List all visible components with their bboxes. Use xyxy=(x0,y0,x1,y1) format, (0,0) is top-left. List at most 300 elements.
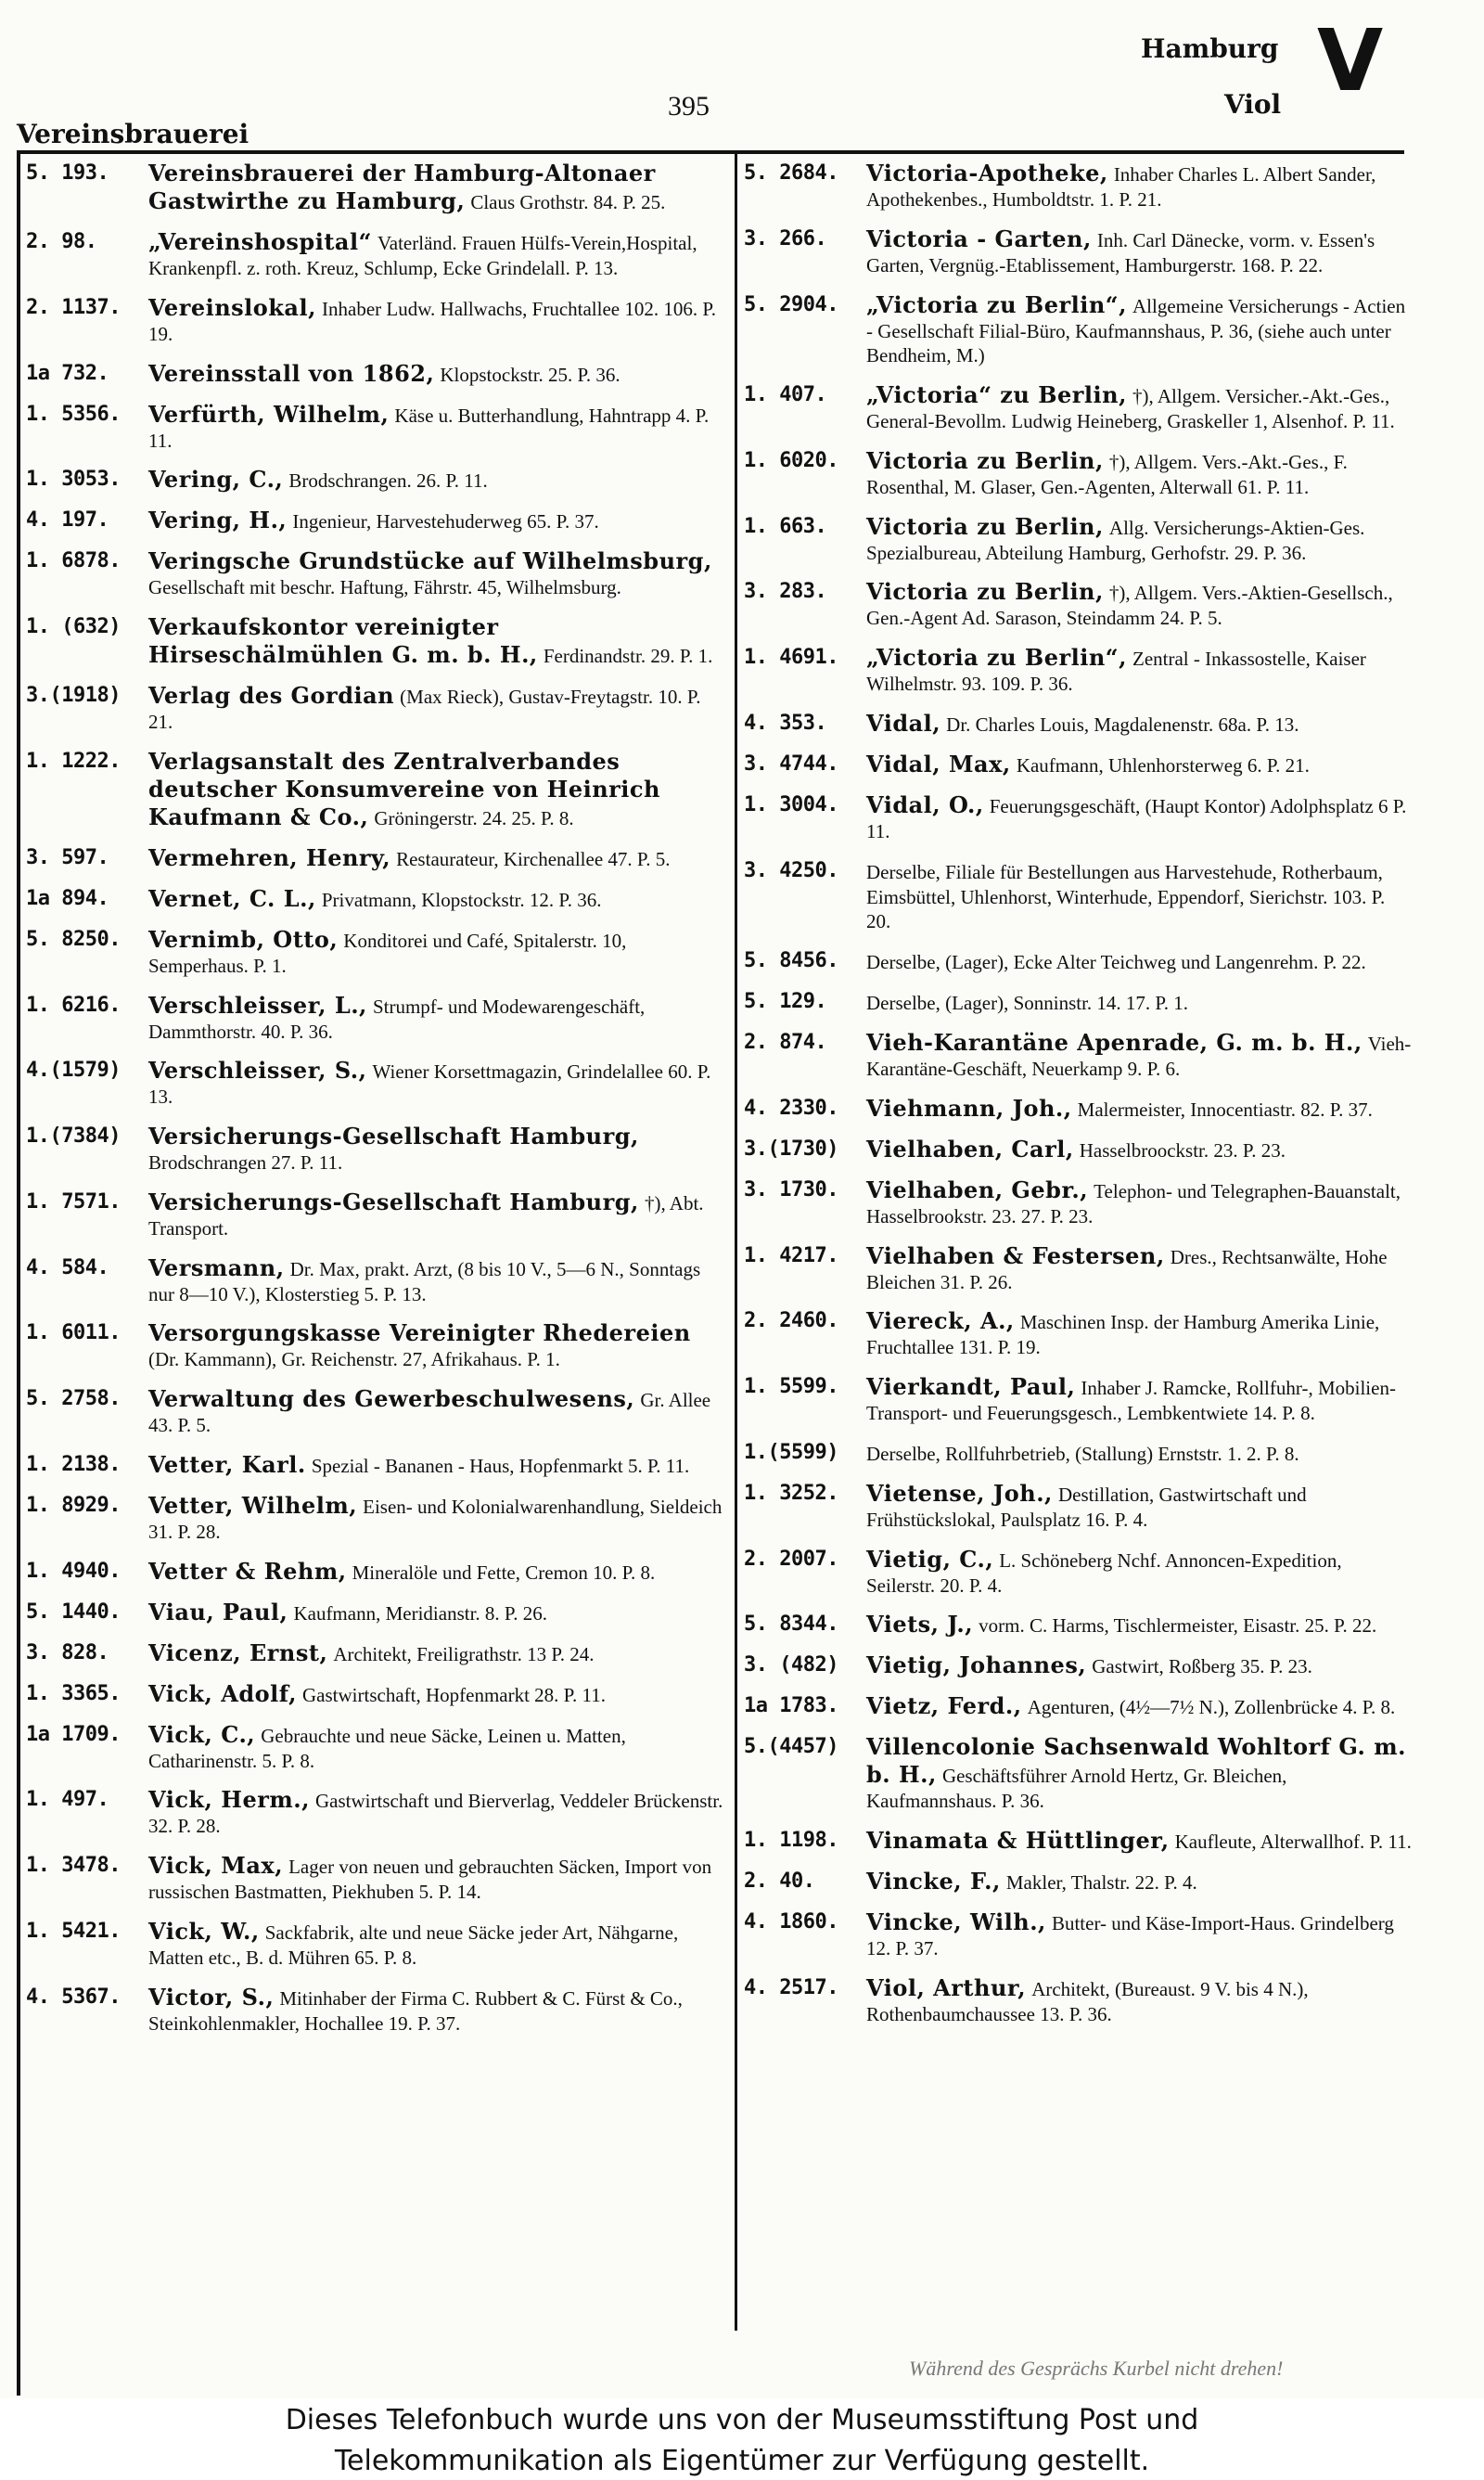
entry-name: Vincke, F., xyxy=(866,1868,1001,1895)
entry-name: Versicherungs-Gesellschaft Hamburg, xyxy=(148,1188,639,1215)
entry-text xyxy=(866,1029,1412,1082)
phone-number: 4. 584. xyxy=(26,1255,109,1279)
entry-name: Verlag des Gordian xyxy=(148,682,395,709)
entry-name: Verkaufskontor vereinigter Hirseschälmühlen G. m. b. H., xyxy=(148,613,538,668)
entry-name: Vick, Adolf, xyxy=(148,1679,297,1707)
phone-number: 1.(5599) xyxy=(744,1440,838,1464)
entry-name: „Victoria zu Berlin“, xyxy=(866,290,1127,318)
directory-entry xyxy=(26,1492,723,1545)
entry-text xyxy=(866,988,1412,1016)
directory-entry xyxy=(26,1319,723,1372)
entry-details: Mitinhaber der Firma C. Rubbert & C. Fürst & Co., Steinkohlenmakler, Hochallee 19. P. 37. xyxy=(148,1986,683,2035)
entry-text xyxy=(866,857,1412,935)
entry-text xyxy=(866,710,1412,738)
entry-text xyxy=(866,291,1412,369)
entry-details: Derselbe, Rollfuhrbetrieb, (Stallung) Ernststr. 1. 2. P. 8. xyxy=(866,1442,1299,1465)
entry-text xyxy=(148,613,723,669)
entry-details: Hasselbroockstr. 23. P. 23. xyxy=(1079,1138,1286,1162)
phone-number: 1. 1198. xyxy=(744,1829,838,1852)
entry-details: Destillation, Gastwirtschaft und Frühstückslokal, Paulsplatz 16. P. 4. xyxy=(866,1483,1307,1531)
directory-entry xyxy=(744,1974,1412,2027)
entry-name: Vietense, Joh., xyxy=(866,1479,1053,1507)
phone-number: 3. 1730. xyxy=(744,1177,838,1201)
entry-details: Claus Grothstr. 84. P. 25. xyxy=(470,191,666,213)
entry-text xyxy=(866,513,1412,566)
entry-text xyxy=(148,294,723,347)
entry-name: Victor, S., xyxy=(148,1983,275,2011)
phone-number: 4. 2330. xyxy=(744,1096,838,1120)
directory-entry xyxy=(26,1721,723,1774)
directory-entry xyxy=(744,988,1412,1016)
phone-number: 4. 197. xyxy=(26,508,109,533)
entry-details: Vieh-Karantäne-Geschäft, Neuerkamp 9. P. 6. xyxy=(866,1033,1412,1080)
entry-details: Dres., Rechtsanwälte, Hohe Bleichen 31. P. 26. xyxy=(866,1245,1388,1293)
entry-text xyxy=(148,466,723,494)
entry-details: Restaurateur, Kirchenallee 47. P. 5. xyxy=(396,847,671,870)
directory-entry xyxy=(744,1307,1412,1360)
entry-name: Vidal, O., xyxy=(866,790,984,818)
entry-text xyxy=(866,1692,1412,1720)
entry-text xyxy=(148,748,723,831)
phone-number: 1a 732. xyxy=(26,361,109,385)
directory-entry xyxy=(26,228,723,281)
entry-name: Vernet, C. L., xyxy=(148,884,316,912)
directory-entry xyxy=(744,1136,1412,1163)
directory-entry xyxy=(26,466,723,494)
entry-details: Kaufleute, Alterwallhof. P. 11. xyxy=(1174,1831,1412,1853)
entry-text xyxy=(148,1319,723,1372)
column-divider xyxy=(735,150,737,2331)
entry-details: Derselbe, (Lager), Sonninstr. 14. 17. P. 1. xyxy=(866,992,1189,1014)
entry-text xyxy=(866,1546,1412,1599)
directory-entry xyxy=(26,885,723,913)
phone-number: 4. 1860. xyxy=(744,1910,838,1934)
entry-text xyxy=(866,160,1412,212)
phone-number: 3.(1918) xyxy=(26,684,121,707)
directory-entry xyxy=(26,1639,723,1667)
entry-text xyxy=(866,791,1412,844)
entry-text xyxy=(866,225,1412,278)
entry-name: Veringsche Grundstücke auf Wilhelmsburg, xyxy=(148,547,712,575)
phone-number: 1. 4691. xyxy=(744,646,838,669)
entry-details: Spezial - Bananen - Haus, Hopfenmarkt 5. P. 11. xyxy=(311,1454,690,1477)
phone-number: 1.(7384) xyxy=(26,1124,121,1148)
entry-details: Klopstockstr. 25. P. 36. xyxy=(440,363,620,386)
directory-entry xyxy=(744,225,1412,278)
phone-number: 4. 5367. xyxy=(26,1985,121,2009)
directory-entry xyxy=(744,1827,1412,1855)
directory-entry xyxy=(744,1439,1412,1467)
entry-name: Vielhaben, Gebr., xyxy=(866,1176,1089,1203)
phone-number: 5. 2758. xyxy=(26,1387,121,1410)
entry-name: Viereck, A., xyxy=(866,1307,1015,1335)
entry-text xyxy=(866,1733,1412,1814)
phone-number: 1. 6020. xyxy=(744,448,838,472)
entry-name: Versmann, xyxy=(148,1253,285,1281)
entry-text xyxy=(148,885,723,913)
entry-text xyxy=(148,1721,723,1774)
phone-number: 5. 2684. xyxy=(744,161,838,185)
entry-text xyxy=(148,682,723,735)
phone-number: 2. 98. xyxy=(26,230,97,253)
phone-number: 1a 1783. xyxy=(744,1694,838,1718)
entry-text xyxy=(866,1827,1412,1855)
directory-entry xyxy=(26,1451,723,1479)
entry-details: L. Schöneberg Nchf. Annoncen-Expedition, Seilerstr. 20. P. 4. xyxy=(866,1548,1342,1597)
phone-number: 5.(4457) xyxy=(744,1735,838,1759)
entry-name: Versorgungskasse Vereinigter Rhedereien xyxy=(148,1319,691,1347)
entry-name: Vietig, Johannes, xyxy=(866,1651,1087,1679)
entry-details: Gastwirt, Roßberg 35. P. 23. xyxy=(1092,1655,1312,1678)
directory-entry xyxy=(26,507,723,534)
entry-name: Vierkandt, Paul, xyxy=(866,1373,1076,1400)
entry-name: Vering, C., xyxy=(148,466,284,494)
entry-details: Kaufmann, Uhlenhorsterweg 6. P. 21. xyxy=(1016,753,1310,777)
directory-entry xyxy=(744,160,1412,212)
phone-number: 3. 4250. xyxy=(744,858,838,882)
entry-text xyxy=(148,1057,723,1110)
entry-name: Verwaltung des Gewerbeschulwesens, xyxy=(148,1385,635,1412)
entry-details: Ferdinandstr. 29. P. 1. xyxy=(543,645,713,667)
entry-name: Vick, Herm., xyxy=(148,1786,310,1814)
phone-number: 1. 8929. xyxy=(26,1493,121,1517)
entry-text xyxy=(866,1974,1412,2027)
directory-entry xyxy=(744,291,1412,369)
phone-number: 4.(1579) xyxy=(26,1059,121,1083)
directory-entry xyxy=(26,1558,723,1586)
directory-entry xyxy=(744,644,1412,697)
entry-details: Privatmann, Klopstockstr. 12. P. 36. xyxy=(321,888,602,911)
phone-number: 1. 6011. xyxy=(26,1321,121,1345)
directory-entry xyxy=(26,682,723,735)
entry-details: Geschäftsführer Arnold Hertz, Gr. Bleichen, Kaufmannshaus. P. 36. xyxy=(866,1765,1287,1813)
phone-number: 3. (482) xyxy=(744,1653,838,1677)
entry-text xyxy=(148,1680,723,1708)
entry-details: (Max Rieck), Gustav-Freytagstr. 10. P. 21. xyxy=(148,686,701,733)
entry-details: Derselbe, Filiale für Bestellungen aus Harvestehude, Rotherbaum, Eimsbüttel, Uhlenhorst, Winterhude, Eppendorf, Sierichstr. 103. P. 20. xyxy=(866,860,1386,933)
entry-text xyxy=(148,1599,723,1626)
entry-details: Inhaber J. Ramcke, Rollfuhr-, Mobilien- Transport- und Feuerungsgesch., Lembkentwiete 14. P. 8. xyxy=(866,1377,1396,1424)
directory-entry xyxy=(744,1546,1412,1599)
phone-number: 1. 1222. xyxy=(26,749,121,773)
entry-text xyxy=(866,1176,1412,1229)
phone-number: 2. 2007. xyxy=(744,1547,838,1571)
entry-details: Gastwirtschaft, Hopfenmarkt 28. P. 11. xyxy=(302,1683,606,1706)
entry-name: Vermehren, Henry, xyxy=(148,843,391,871)
entry-name: Viol, Arthur, xyxy=(866,1973,1027,2001)
entry-text xyxy=(866,1480,1412,1533)
entry-details: Inhaber Charles L. Albert Sander, Apothekenbes., Humboldtstr. 1. P. 21. xyxy=(866,163,1376,211)
entry-name: Viets, J., xyxy=(866,1611,974,1638)
directory-entry xyxy=(26,1852,723,1905)
directory-entry xyxy=(26,992,723,1045)
bottom-notice: Während des Gesprächs Kurbel nicht drehen! xyxy=(909,2357,1284,2380)
entry-name: Vincke, Wilh., xyxy=(866,1908,1046,1935)
entry-name: „Victoria zu Berlin“, xyxy=(866,644,1127,671)
entry-details: Allgemeine Versicherungs - Actien - Gesellschaft Filial-Büro, Kaufmannshaus, P. 36, (siehe auch unter Bendheim, M.) xyxy=(866,294,1406,367)
entry-details: Lager von neuen und gebrauchten Säcken, Import von russischen Bastmatten, Piekhuben 5. P. 14. xyxy=(148,1856,712,1903)
entry-details: Eisen- und Kolonialwarenhandlung, Sieldeich 31. P. 28. xyxy=(148,1495,723,1543)
entry-text xyxy=(866,1307,1412,1360)
entry-text xyxy=(148,507,723,534)
entry-name: Vidal, Max, xyxy=(866,750,1011,777)
phone-number: 1. 4217. xyxy=(744,1243,838,1267)
directory-entry xyxy=(744,1373,1412,1426)
directory-entry xyxy=(744,447,1412,500)
directory-entry xyxy=(26,1680,723,1708)
directory-entry xyxy=(744,857,1412,935)
entry-text xyxy=(866,644,1412,697)
entry-details: Derselbe, (Lager), Ecke Alter Teichweg und Langenrehm. P. 22. xyxy=(866,951,1366,973)
phone-number: 5. 1440. xyxy=(26,1600,121,1624)
entry-text xyxy=(866,1651,1412,1679)
phone-number: 2. 874. xyxy=(744,1031,827,1054)
directory-entry xyxy=(26,1189,723,1241)
phone-number: 1. 663. xyxy=(744,514,827,538)
entry-text xyxy=(866,1373,1412,1426)
entry-text xyxy=(148,926,723,979)
entry-name: Vielhaben & Festersen, xyxy=(866,1241,1165,1269)
phone-number: 4. 2517. xyxy=(744,1975,838,1999)
entry-name: Verschleisser, L., xyxy=(148,991,367,1019)
entry-name: Vereinsbrauerei der Hamburg-Altonaer Gastwirthe zu Hamburg, xyxy=(148,160,656,214)
entry-text xyxy=(148,1984,723,2037)
entry-details: Dr. Max, prakt. Arzt, (8 bis 10 V., 5—6 N., Sonntags nur 8—10 V.), Klosterstieg 5. P. 13. xyxy=(148,1257,701,1305)
directory-entry xyxy=(744,1029,1412,1082)
phone-number: 1. 7571. xyxy=(26,1189,121,1214)
phone-number: 4. 353. xyxy=(744,711,827,735)
phone-number: 5. 8250. xyxy=(26,927,121,951)
directory-entry xyxy=(744,1733,1412,1814)
entry-name: Vering, H., xyxy=(148,507,288,534)
directory-entry xyxy=(744,578,1412,631)
phone-number: 5. 193. xyxy=(26,161,109,185)
entry-text xyxy=(866,1868,1412,1895)
footer-line-1: Dieses Telefonbuch wurde uns von der Museumsstiftung Post und xyxy=(285,2404,1199,2436)
entry-text xyxy=(866,751,1412,778)
entry-text xyxy=(148,360,723,388)
entry-text xyxy=(148,992,723,1045)
phone-number: 5. 8344. xyxy=(744,1613,838,1637)
directory-entry xyxy=(744,1651,1412,1679)
phone-number: 3. 828. xyxy=(26,1640,109,1664)
entry-details: Telephon- und Telegraphen-Bauanstalt, Hasselbrookstr. 23. 27. P. 23. xyxy=(866,1179,1401,1227)
entry-details: Zentral - Inkassostelle, Kaiser Wilhelmstr. 93. 109. P. 36. xyxy=(866,648,1366,695)
directory-entry xyxy=(744,1095,1412,1123)
entry-text xyxy=(148,401,723,454)
phone-number: 1. 2138. xyxy=(26,1452,121,1476)
directory-entry xyxy=(26,1123,723,1176)
entry-details: Allg. Versicherungs-Aktien-Ges. Spezialbureau, Abteilung Hamburg, Gerhofstr. 29. P. 36. xyxy=(866,516,1365,564)
entry-text xyxy=(866,381,1412,434)
phone-number: 1. 407. xyxy=(744,383,827,406)
entry-details: Gastwirtschaft und Bierverlag, Veddeler Brückenstr. 32. P. 28. xyxy=(148,1790,723,1838)
directory-entry xyxy=(26,1599,723,1626)
entry-details: Agenturen, (4½—7½ N.), Zollenbrücke 4. P. 8. xyxy=(1027,1696,1396,1719)
phone-number: 3. 283. xyxy=(744,580,827,604)
entry-details: Architekt, (Bureaust. 9 V. bis 4 N.), Rothenbaumchaussee 13. P. 36. xyxy=(866,1977,1309,2025)
header-range-start: Vereinsbrauerei xyxy=(17,119,249,149)
directory-entry xyxy=(26,1057,723,1110)
entry-text xyxy=(148,547,723,600)
entry-name: Vetter & Rehm, xyxy=(148,1557,347,1585)
phone-number: 2. 40. xyxy=(744,1870,815,1893)
entry-name: Verlagsanstalt des Zentralverbandes deutscher Konsumvereine von Heinrich Kaufmann & Co., xyxy=(148,747,660,830)
entry-details: Inhaber Ludw. Hallwachs, Fruchtallee 102. 106. P. 19. xyxy=(148,297,716,345)
entry-name: „Victoria“ zu Berlin, xyxy=(866,381,1127,408)
entry-text xyxy=(148,1254,723,1307)
entry-details: (Dr. Kammann), Gr. Reichenstr. 27, Afrikahaus. P. 1. xyxy=(148,1348,560,1371)
entry-name: Vick, C., xyxy=(148,1720,256,1748)
phone-number: 3. 266. xyxy=(744,226,827,251)
entry-name: Vereinslokal, xyxy=(148,293,316,321)
directory-entry xyxy=(744,1908,1412,1961)
phone-number: 1. 3053. xyxy=(26,468,121,492)
entry-name: Victoria zu Berlin, xyxy=(866,578,1104,606)
entry-name: Vielhaben, Carl, xyxy=(866,1135,1074,1163)
directory-entry xyxy=(26,926,723,979)
entry-details: Makler, Thalstr. 22. P. 4. xyxy=(1005,1871,1197,1894)
entry-details: †), Allgem. Vers.-Akt.-Ges., F. Rosenthal, M. Glaser, Gen.-Agenten, Alterwall 61. P. 11. xyxy=(866,450,1348,498)
entry-details: †), Allgem. Versicher.-Akt.-Ges., General-Bevollm. Ludwig Heineberg, Graskeller 1, Alsenhof. P. 11. xyxy=(866,385,1395,432)
entry-text xyxy=(866,1136,1412,1163)
entry-name: Vetter, Karl. xyxy=(148,1450,306,1478)
phone-number: 2. 1137. xyxy=(26,295,121,319)
directory-entry xyxy=(744,1611,1412,1638)
entry-text xyxy=(148,1918,723,1971)
entry-text xyxy=(866,1611,1412,1638)
entry-details: Sackfabrik, alte und neue Säcke jeder Art, Nähgarne, Matten etc., B. d. Mühren 65. P. 8. xyxy=(148,1921,679,1969)
phone-number: 1. 6878. xyxy=(26,549,121,573)
entry-details: Brodschrangen. 26. P. 11. xyxy=(288,469,488,493)
entry-details: Gebrauchte und neue Säcke, Leinen u. Matten, Catharinenstr. 5. P. 8. xyxy=(148,1724,626,1772)
phone-number: 1. 3478. xyxy=(26,1854,121,1877)
directory-entry xyxy=(26,547,723,600)
entry-name: „Vereinshospital“ xyxy=(148,228,372,255)
entry-name: Viau, Paul, xyxy=(148,1598,288,1625)
entry-details: Architekt, Freiligrathstr. 13 P. 24. xyxy=(333,1642,595,1665)
entry-text xyxy=(148,1558,723,1586)
page-number: 395 xyxy=(668,91,710,122)
entry-name: Victoria-Apotheke, xyxy=(866,160,1108,186)
entry-text xyxy=(148,1786,723,1839)
directory-entry xyxy=(744,1692,1412,1720)
entry-details: Ingenieur, Harvestehuderweg 65. P. 37. xyxy=(292,510,599,533)
entry-text xyxy=(866,1439,1412,1467)
phone-number: 5. 2904. xyxy=(744,292,838,316)
entry-name: Versicherungs-Gesellschaft Hamburg, xyxy=(148,1123,639,1150)
directory-entry xyxy=(26,160,723,215)
entry-name: Vidal, xyxy=(866,709,941,737)
directory-entry xyxy=(744,1242,1412,1295)
left-border-rule xyxy=(17,150,20,2396)
entry-name: Vick, W., xyxy=(148,1917,260,1945)
entry-text xyxy=(148,1639,723,1667)
entry-details: Dr. Charles Louis, Magdalenenstr. 68a. P. 13. xyxy=(946,713,1299,736)
phone-number: 1. 6216. xyxy=(26,993,121,1017)
entry-details: Inh. Carl Dänecke, vorm. v. Essen's Garten, Vergnüg.-Etablissement, Hamburgerstr. 168. P. 22. xyxy=(866,228,1375,276)
entry-name: Verfürth, Wilhelm, xyxy=(148,400,390,428)
entry-details: Vaterländ. Frauen Hülfs-Verein,Hospital, Krankenpfl. z. roth. Kreuz, Schlump, Ecke Grindelall. P. 13. xyxy=(148,232,697,279)
entry-details: Kaufmann, Meridianstr. 8. P. 26. xyxy=(293,1601,548,1625)
left-column xyxy=(26,160,723,2049)
entry-text xyxy=(866,947,1412,975)
directory-entry xyxy=(26,294,723,347)
phone-number: 1. 3252. xyxy=(744,1481,838,1505)
phone-number: 1. 5599. xyxy=(744,1375,838,1398)
phone-number: 1. 497. xyxy=(26,1788,109,1812)
directory-entry xyxy=(744,1480,1412,1533)
entry-details: Maschinen Insp. der Hamburg Amerika Linie, Fruchtallee 131. P. 19. xyxy=(866,1311,1380,1359)
phone-number: 1. 3365. xyxy=(26,1681,121,1705)
entry-text xyxy=(148,1189,723,1241)
entry-text xyxy=(148,1385,723,1438)
entry-details: Käse u. Butterhandlung, Hahntrapp 4. P. 11. xyxy=(148,404,710,452)
phone-number: 1a 894. xyxy=(26,886,109,910)
entry-text xyxy=(148,228,723,281)
entry-name: Victoria zu Berlin, xyxy=(866,446,1104,474)
directory-entry xyxy=(26,748,723,831)
phone-number: 1. 5356. xyxy=(26,402,121,426)
entry-name: Vietig, C., xyxy=(866,1545,994,1573)
entry-name: Vick, Max, xyxy=(148,1852,284,1879)
phone-number: 1a 1709. xyxy=(26,1722,121,1746)
directory-entry xyxy=(744,947,1412,975)
directory-entry xyxy=(744,513,1412,566)
entry-name: Vieh-Karantäne Apenrade, G. m. b. H., xyxy=(866,1029,1362,1056)
entry-name: Vereinsstall von 1862, xyxy=(148,359,435,387)
entry-details: †), Abt. Transport. xyxy=(148,1191,704,1240)
phone-number: 3.(1730) xyxy=(744,1137,838,1161)
footer-attribution xyxy=(0,2398,1484,2480)
directory-entry xyxy=(744,751,1412,778)
entry-details: Mineralöle und Fette, Cremon 10. P. 8. xyxy=(352,1561,656,1584)
entry-text xyxy=(866,578,1412,631)
directory-entry xyxy=(26,401,723,454)
entry-text xyxy=(148,1451,723,1479)
phone-number: 1. (632) xyxy=(26,615,121,638)
entry-details: vorm. C. Harms, Tischlermeister, Eisastr. 25. P. 22. xyxy=(979,1614,1377,1638)
phone-number: 1. 3004. xyxy=(744,792,838,816)
entry-details: Strumpf- und Modewarengeschäft, Dammthorstr. 40. P. 36. xyxy=(148,995,646,1043)
entry-text xyxy=(148,1492,723,1545)
entry-details: Butter- und Käse-Import-Haus. Grindelberg 12. P. 37. xyxy=(866,1912,1394,1960)
entry-text xyxy=(148,844,723,872)
entry-details: Malermeister, Innocentiastr. 82. P. 37. xyxy=(1077,1098,1373,1121)
entry-details: Brodschrangen 27. P. 11. xyxy=(148,1151,343,1174)
directory-entry xyxy=(744,1868,1412,1895)
phone-number: 5. 8456. xyxy=(744,949,838,972)
header-range-end: Viol xyxy=(1224,89,1282,120)
entry-text xyxy=(866,1242,1412,1295)
phone-number: 5. 129. xyxy=(744,990,827,1013)
entry-name: Villencolonie Sachsenwald Wohltorf G. m. b. H., xyxy=(866,1733,1406,1789)
right-column xyxy=(744,160,1412,2040)
entry-details: Gesellschaft mit beschr. Haftung, Fährstr. 45, Wilhelmsburg. xyxy=(148,576,621,599)
entry-text xyxy=(866,447,1412,500)
directory-entry xyxy=(744,381,1412,434)
footer-line-2: Telekommunikation als Eigentümer zur Verfügung gestellt. xyxy=(334,2445,1150,2477)
directory-entry xyxy=(26,1254,723,1307)
entry-details: Wiener Korsettmagazin, Grindelallee 60. P. 13. xyxy=(148,1060,711,1109)
entry-name: Vernimb, Otto, xyxy=(148,925,339,953)
entry-details: Feuerungsgeschäft, (Haupt Kontor) Adolphsplatz 6 P. 11. xyxy=(866,794,1407,842)
entry-name: Vetter, Wilhelm, xyxy=(148,1491,358,1519)
entry-name: Vicenz, Ernst, xyxy=(148,1638,328,1666)
entry-name: Victoria zu Berlin, xyxy=(866,512,1104,540)
entry-text xyxy=(866,1908,1412,1961)
entry-name: Viehmann, Joh., xyxy=(866,1094,1072,1122)
